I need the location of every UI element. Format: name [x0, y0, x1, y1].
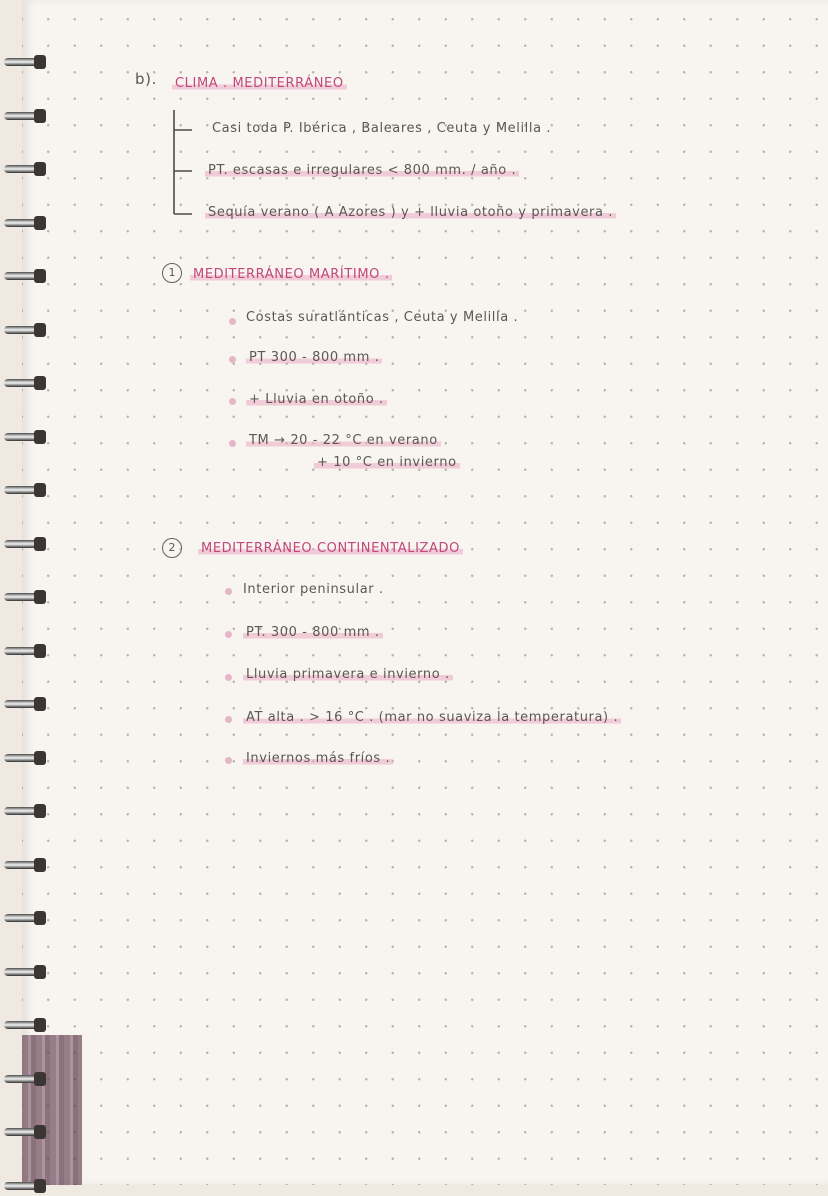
spiral-ring — [4, 1176, 44, 1196]
spiral-ring — [4, 855, 44, 875]
spiral-ring — [4, 52, 44, 72]
bullet-dot — [225, 588, 232, 595]
climate-item-2 — [205, 163, 519, 178]
climate-item-3-text: Sequía verano ( A Azores ) y + lluvia otoño y primavera . — [205, 205, 616, 220]
sub1-title — [190, 267, 392, 282]
sub1-item-5 — [314, 455, 460, 470]
sub1-item-2-text: PT 300 - 800 mm . — [246, 350, 382, 365]
sub2-title-text: MEDITERRÁNEO CONTINENTALIZADO — [198, 541, 463, 556]
sub2-title — [198, 541, 463, 556]
spiral-ring — [4, 1015, 44, 1035]
sub1-title-text: MEDITERRÁNEO MARÍTIMO . — [190, 267, 392, 282]
spiral-ring — [4, 908, 44, 928]
spiral-binding — [0, 0, 48, 1185]
bullet-dot — [229, 440, 236, 447]
spiral-ring — [4, 801, 44, 821]
bullet-dot — [225, 716, 232, 723]
sub1-item-3 — [246, 392, 387, 407]
sub2-item-3 — [243, 667, 453, 682]
sub2-item-2 — [243, 625, 383, 640]
spiral-ring — [4, 213, 44, 233]
bullet-dot — [229, 356, 236, 363]
sub2-item-3-text: Lluvia primavera e invierno . — [243, 667, 453, 682]
bullet-dot — [229, 398, 236, 405]
sub2-item-2-text: PT. 300 - 800 mm . — [243, 625, 383, 640]
bullet-dot — [225, 757, 232, 764]
spiral-ring — [4, 641, 44, 661]
spiral-ring — [4, 266, 44, 286]
spiral-ring — [4, 480, 44, 500]
sub1-item-5-text: + 10 °C en invierno — [314, 455, 460, 470]
sub2-item-1: Interior peninsular . — [243, 582, 384, 597]
sub1-item-4 — [246, 433, 441, 448]
spiral-ring — [4, 373, 44, 393]
sub1-item-4-text: TM → 20 - 22 °C en verano — [246, 433, 441, 448]
section-bracket — [168, 108, 198, 220]
bullet-dot — [225, 631, 232, 638]
spiral-ring — [4, 587, 44, 607]
sub2-item-5-text: Inviernos más fríos . — [243, 751, 393, 766]
spiral-ring — [4, 694, 44, 714]
bullet-dot — [225, 674, 232, 681]
sub2-item-4 — [243, 710, 621, 725]
climate-item-2-text: PT. escasas e irregulares < 800 mm. / año . — [205, 163, 519, 178]
spiral-ring — [4, 320, 44, 340]
spiral-ring — [4, 748, 44, 768]
spiral-ring — [4, 962, 44, 982]
sub1-item-2 — [246, 350, 382, 365]
sub1-item-3-text: + Lluvia en otoño . — [246, 392, 387, 407]
climate-item-3 — [205, 205, 616, 220]
circle-number-1: 1 — [162, 263, 182, 283]
spiral-ring — [4, 1122, 44, 1142]
spiral-ring — [4, 106, 44, 126]
spiral-ring — [4, 159, 44, 179]
climate-item-1: Casi toda P. Ibérica , Baleares , Ceuta y Melilla . — [212, 121, 552, 136]
circle-number-2: 2 — [162, 538, 182, 558]
sub2-item-4-text: AT alta . > 16 °C . (mar no suaviza la temperatura) . — [243, 710, 621, 725]
sub2-item-5 — [243, 751, 393, 766]
spiral-ring — [4, 1069, 44, 1089]
section-label: b). — [135, 70, 157, 88]
section-title — [172, 76, 347, 91]
spiral-ring — [4, 427, 44, 447]
spiral-ring — [4, 534, 44, 554]
bullet-dot — [229, 318, 236, 325]
sub1-item-1: Costas suratlánticas , Ceuta y Melilla . — [246, 310, 519, 325]
section-title-text: CLIMA . MEDITERRÁNEO — [172, 76, 347, 91]
